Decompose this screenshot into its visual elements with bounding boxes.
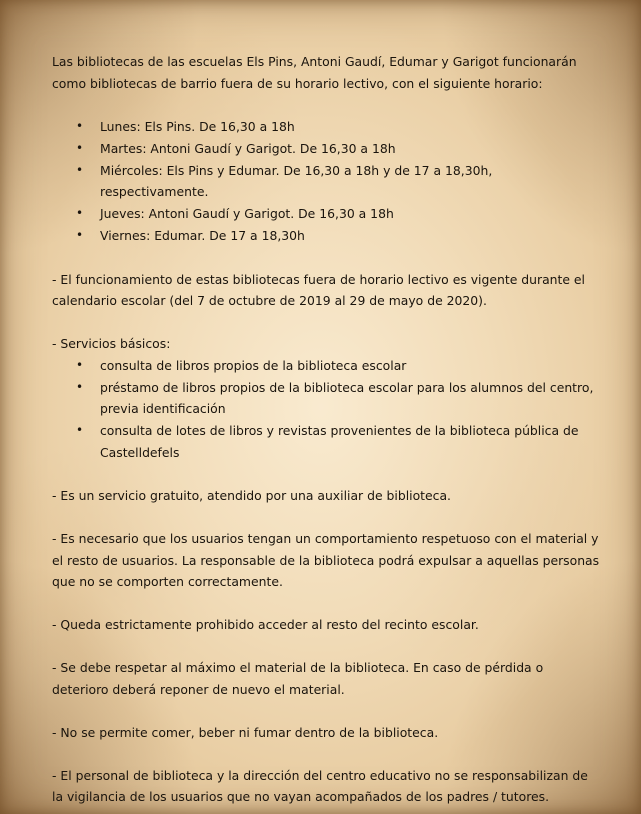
service-item: • consulta de lotes de libros y revistas provenientes de la biblioteca pública de Castelldefels: [52, 420, 600, 463]
rule-paragraph-behavior: - Es necesario que los usuarios tengan un comportamiento respetuoso con el material y el resto de usuarios. La responsable de la biblioteca podrá expulsar a aquellas personas que no se comporten correctamente.: [52, 531, 600, 589]
schedule-item-wednesday: • Miércoles: Els Pins y Edumar. De 16,30 a 18h y de 17 a 18,30h, respectivamente.: [52, 160, 600, 203]
service-item: • préstamo de libros propios de la biblioteca escolar para los alumnos del centro, previa identificación: [52, 377, 600, 420]
intro-paragraph: Las bibliotecas de las escuelas Els Pins, Antoni Gaudí, Edumar y Garigot funcionarán como bibliotecas de barrio fuera de su horario lectivo, con el siguiente horario:: [52, 54, 577, 91]
spacer: [52, 94, 600, 116]
bullet-icon: •: [76, 118, 84, 133]
spacer: [52, 507, 600, 529]
service-item: • consulta de libros propios de la biblioteca escolar: [52, 355, 600, 377]
services-list: [52, 355, 600, 464]
spacer: [52, 636, 600, 658]
spacer: [52, 247, 600, 269]
services-heading: - Servicios básicos:: [52, 336, 171, 351]
rule-paragraph-supervision: - El personal de biblioteca y la dirección del centro educativo no se responsabilizan de la vigilancia de los usuarios que no vayan acompañados de los padres / tutores.: [52, 767, 588, 804]
rule-paragraph-material: - Se debe respetar al máximo el material de la biblioteca. En caso de pérdida o deterioro deberá reponer de nuevo el material.: [52, 660, 544, 697]
bullet-icon: •: [76, 162, 84, 177]
validity-paragraph: - El funcionamiento de estas bibliotecas fuera de horario lectivo es vigente durante el calendario escolar (del 7 de octubre de 2019 al 29 de mayo de 2020).: [52, 271, 586, 308]
bullet-icon: •: [76, 206, 84, 220]
bullet-icon: •: [76, 357, 84, 372]
bullet-icon: •: [76, 423, 84, 437]
schedule-item-friday: • Viernes: Edumar. De 17 a 18,30h: [52, 225, 600, 247]
spacer: [52, 743, 600, 765]
bullet-icon: •: [76, 140, 84, 155]
schedule-list: [52, 116, 600, 247]
rule-paragraph-free-service: - Es un servicio gratuito, atendido por una auxiliar de biblioteca.: [52, 488, 451, 503]
document-body: [52, 51, 600, 808]
bullet-icon: •: [76, 228, 84, 242]
spacer: [52, 464, 600, 486]
spacer: [52, 312, 600, 334]
schedule-item-thursday: • Jueves: Antoni Gaudí y Garigot. De 16,30 a 18h: [52, 203, 600, 225]
spacer: [52, 593, 600, 615]
schedule-item-tuesday: • Martes: Antoni Gaudí y Garigot. De 16,30 a 18h: [52, 138, 600, 160]
schedule-item-monday: • Lunes: Els Pins. De 16,30 a 18h: [52, 116, 600, 138]
rule-paragraph-no-eating: - No se permite comer, beber ni fumar dentro de la biblioteca.: [52, 724, 439, 740]
bullet-icon: •: [76, 379, 84, 394]
spacer: [52, 700, 600, 722]
rule-paragraph-restricted-access: - Queda estrictamente prohibido acceder al resto del recinto escolar.: [52, 617, 479, 632]
